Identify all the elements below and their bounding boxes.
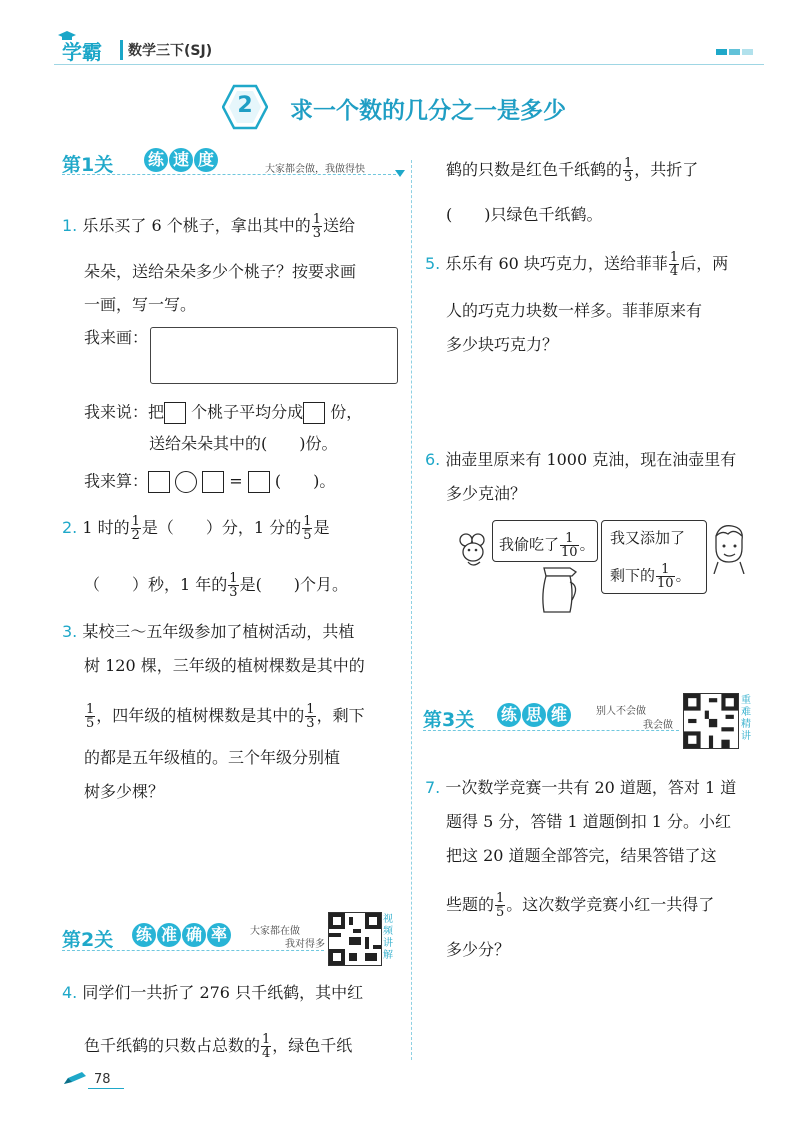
q1-line2: 朵朵，送给朵朵多少个桃子？按要求画 xyxy=(84,262,357,281)
book-title: 数学三下(SJ) xyxy=(128,43,213,59)
q7-line4 xyxy=(446,892,714,919)
bubble-text: 。 xyxy=(579,535,595,554)
q4-text: ，共折了 xyxy=(634,160,699,179)
section-2-underline xyxy=(62,950,324,951)
q4-number: 4. xyxy=(62,983,78,1002)
qr-code-icon xyxy=(684,694,738,748)
header-rule xyxy=(54,64,764,65)
q2-line1 xyxy=(62,515,330,542)
section-3-slogan: 我会做 xyxy=(643,720,673,731)
q3-text: 某校三～五年级参加了植树活动，共植 xyxy=(82,622,355,641)
lesson-title: 求一个数的几分之一是多少 xyxy=(290,98,566,124)
pill-char: 确 xyxy=(182,923,206,947)
qr-code-icon xyxy=(329,913,381,965)
drawing-area[interactable] xyxy=(150,327,398,384)
fraction: $\frac{1}{4}$ xyxy=(262,1032,271,1061)
q6-number: 6. xyxy=(425,450,441,469)
q1-text: 份， xyxy=(330,402,363,422)
bubble-text: 。 xyxy=(675,566,691,585)
q5-text: 后，两 xyxy=(680,254,729,273)
section-1-pill xyxy=(144,148,219,172)
section-1-slogan: 大家都会做，我做得快 xyxy=(265,164,365,175)
q4-text: 鹤的只数是红色千纸鹤的 xyxy=(446,160,623,179)
q1-calc-line xyxy=(84,471,335,493)
pill-char: 率 xyxy=(207,923,231,947)
answer-box[interactable] xyxy=(202,471,224,493)
q6-line2: 多少克油？ xyxy=(446,484,527,503)
q4-text: 色千纸鹤的只数占总数的 xyxy=(84,1036,261,1055)
bubble-2-line2 xyxy=(610,563,691,590)
answer-box[interactable] xyxy=(148,471,170,493)
q2-text: 是（ ）分，1 分的 xyxy=(141,518,302,537)
bubble-2-line1: 我又添加了 xyxy=(610,529,686,547)
q1-line1 xyxy=(62,213,355,240)
corner-mark xyxy=(729,49,740,55)
pill-char: 练 xyxy=(132,923,156,947)
page-number: 78 xyxy=(94,1072,111,1087)
qr-caption: 视频讲解 xyxy=(383,914,393,961)
pill-char: 练 xyxy=(144,148,168,172)
q2-text: （ ）秒，1 年的 xyxy=(84,575,228,594)
calc-label: 我来算： xyxy=(84,471,149,491)
q2-text: 是 xyxy=(313,518,330,537)
pencil-icon xyxy=(62,1070,88,1086)
draw-label: 我来画： xyxy=(84,328,149,347)
q4-text: 同学们一共折了 276 只千纸鹤，其中红 xyxy=(82,983,364,1002)
section-3-label: 第3关 xyxy=(423,709,475,731)
equals-sign: = xyxy=(229,471,243,491)
q4-line1 xyxy=(62,985,363,1001)
q2-text: 1 时的 xyxy=(82,518,130,537)
brand-logo: 学霸 xyxy=(62,40,102,64)
corner-mark xyxy=(742,49,753,55)
fraction: $\frac{1}{3}$ xyxy=(624,156,633,185)
q6-line1 xyxy=(425,452,736,468)
q3-line2: 树 120 棵，三年级的植树棵数是其中的 xyxy=(84,656,365,675)
bubble-text: 剩下的 xyxy=(610,566,656,585)
q7-line3: 把这 20 道题全部答完，结果答错了这 xyxy=(446,846,717,865)
pill-char: 维 xyxy=(547,703,571,727)
q3-line3 xyxy=(84,703,365,730)
qr-code[interactable] xyxy=(328,912,382,966)
answer-box[interactable] xyxy=(248,471,270,493)
q3-text: ，剩下 xyxy=(316,706,365,725)
boy-icon xyxy=(708,522,750,574)
q5-number: 5. xyxy=(425,254,441,273)
section-2-label: 第2关 xyxy=(62,929,114,951)
section-3-pill xyxy=(497,703,572,727)
q3-text: ，四年级的植树棵数是其中的 xyxy=(96,706,305,725)
q4-text: ，绿色千纸 xyxy=(272,1036,353,1055)
q2-line2 xyxy=(84,572,348,599)
q7-line5: 多少分？ xyxy=(446,940,511,959)
unit-blank: ( )。 xyxy=(274,471,336,491)
q1-say-line xyxy=(84,402,362,424)
mouse-icon xyxy=(458,530,494,570)
q6-text: 油壶里原来有 1000 克油，现在油壶里有 xyxy=(445,450,737,469)
section-1-label: 第1关 xyxy=(62,154,114,176)
section-3-underline xyxy=(423,730,679,731)
q1-text: 我来说：把 xyxy=(84,402,165,422)
fraction: $\frac{1}{4}$ xyxy=(669,250,679,279)
qr-code[interactable] xyxy=(683,693,739,749)
section-2-slogan: 大家都在做 xyxy=(250,926,300,937)
section-3-slogan: 别人不会做 xyxy=(596,706,646,717)
q7-text: 一次数学竞赛一共有 20 道题，答对 1 道 xyxy=(445,778,737,797)
q1-number: 1. xyxy=(62,216,78,235)
fraction: $\frac{1}{3}$ xyxy=(312,212,321,241)
pill-char: 练 xyxy=(497,703,521,727)
lesson-number: 2 xyxy=(237,93,253,118)
q4-line2 xyxy=(84,1033,352,1060)
fraction: $\frac{1}{5}$ xyxy=(496,891,505,920)
bubble-1-text xyxy=(499,532,595,559)
q5-text: 乐乐有 60 块巧克力，送给菲菲 xyxy=(445,254,668,273)
q3-number: 3. xyxy=(62,622,78,641)
corner-mark xyxy=(716,49,727,55)
fraction: $\frac{1}{10}$ xyxy=(561,531,578,560)
section-1-underline xyxy=(62,174,396,175)
q1-text: 送给 xyxy=(323,216,356,235)
pill-char: 准 xyxy=(157,923,181,947)
fraction: $\frac{1}{3}$ xyxy=(229,571,238,600)
chevron-down-icon xyxy=(395,168,405,178)
q2-text: 是( )个月。 xyxy=(239,575,349,594)
q7-line2: 题得 5 分，答错 1 道题倒扣 1 分。小红 xyxy=(446,812,732,831)
q5-line2: 人的巧克力块数一样多。菲菲原来有 xyxy=(446,301,703,320)
q1-text: 乐乐买了 6 个桃子，拿出其中的 xyxy=(82,216,311,235)
q4-line3 xyxy=(446,157,698,184)
q2-number: 2. xyxy=(62,518,78,537)
fraction: $\frac{1}{5}$ xyxy=(303,514,312,543)
q7-line1 xyxy=(425,780,736,796)
header xyxy=(0,0,800,70)
q4-line4: ( )只绿色千纸鹤。 xyxy=(446,205,603,224)
q7-number: 7. xyxy=(425,778,441,797)
footer-rule xyxy=(88,1088,124,1089)
q5-line3: 多少块巧克力？ xyxy=(446,335,559,354)
answer-box[interactable] xyxy=(164,402,186,424)
pill-char: 速 xyxy=(169,148,193,172)
q7-text: 些题的 xyxy=(446,895,495,914)
pill-char: 度 xyxy=(194,148,218,172)
answer-box[interactable] xyxy=(303,402,325,424)
q1-line3: 一画，写一写。 xyxy=(84,295,197,314)
oil-pot-icon xyxy=(538,564,582,616)
q1-say-line2: 送给朵朵其中的( )份。 xyxy=(149,434,338,453)
qr-caption: 重难精讲 xyxy=(741,695,751,742)
fraction: $\frac{1}{2}$ xyxy=(131,514,140,543)
operator-circle[interactable] xyxy=(175,471,197,493)
bubble-text: 我偷吃了 xyxy=(499,535,560,554)
q3-line5: 树多少棵？ xyxy=(84,782,165,801)
pill-char: 思 xyxy=(522,703,546,727)
column-divider xyxy=(411,160,412,1060)
q5-line1 xyxy=(425,251,728,278)
fraction: $\frac{1}{5}$ xyxy=(86,702,95,731)
q3-line1 xyxy=(62,624,354,640)
section-2-slogan: 我对得多 xyxy=(285,939,325,950)
q7-text: 。这次数学竞赛小红一共得了 xyxy=(506,895,715,914)
divider xyxy=(120,40,123,60)
fraction: $\frac{1}{3}$ xyxy=(306,702,315,731)
q3-line4: 的都是五年级植的。三个年级分别植 xyxy=(84,748,341,767)
q1-text: 个桃子平均分成 xyxy=(191,402,304,422)
fraction: $\frac{1}{10}$ xyxy=(657,562,674,591)
section-2-pill xyxy=(132,923,232,947)
